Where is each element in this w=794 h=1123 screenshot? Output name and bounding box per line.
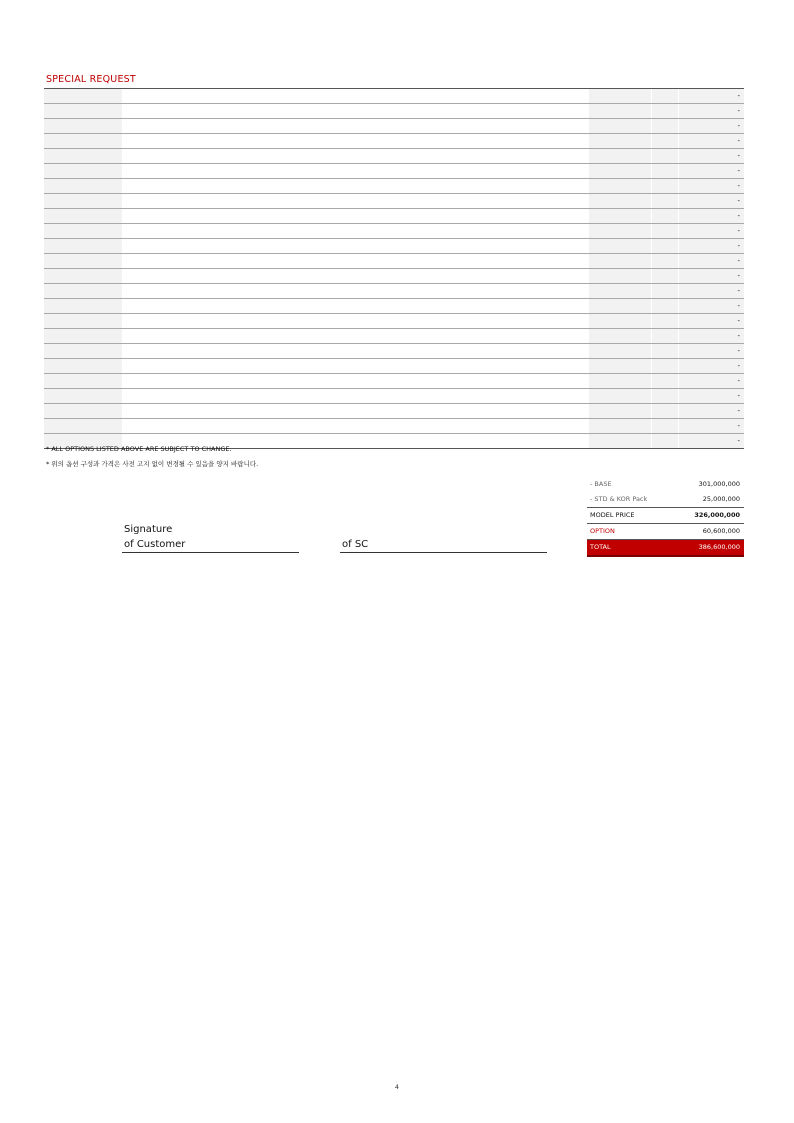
table-row [44, 389, 744, 404]
customer-signature-line[interactable] [122, 552, 299, 553]
unit-price-cell [588, 254, 651, 268]
qty-cell [651, 419, 678, 433]
page-number: 4 [394, 1083, 400, 1091]
total-row [587, 540, 744, 557]
special-request-table [44, 88, 744, 449]
description-cell [122, 149, 588, 163]
amount-cell: - [678, 344, 744, 358]
item-code-cell [44, 314, 122, 328]
of-sc-label: of SC [342, 539, 369, 550]
unit-price-cell [588, 374, 651, 388]
item-code-cell [44, 224, 122, 238]
pack-label: - STD & KOR Pack [590, 495, 648, 503]
description-cell [122, 344, 588, 358]
qty-cell [651, 374, 678, 388]
item-code-cell [44, 209, 122, 223]
base-row [587, 477, 744, 492]
description-cell [122, 254, 588, 268]
amount-cell: - [678, 134, 744, 148]
amount-cell: - [678, 359, 744, 373]
table-row [44, 359, 744, 374]
description-cell [122, 164, 588, 178]
amount-cell: - [678, 299, 744, 313]
base-label: - BASE [590, 480, 612, 488]
item-code-cell [44, 164, 122, 178]
note-korean: * 위의 옵션 구성과 가격은 사전 고지 없이 변경될 수 있음을 양지 바랍니다. [46, 460, 259, 468]
description-cell [122, 374, 588, 388]
table-row [44, 119, 744, 134]
table-row [44, 254, 744, 269]
qty-cell [651, 89, 678, 103]
amount-cell: - [678, 374, 744, 388]
amount-cell: - [678, 224, 744, 238]
description-cell [122, 104, 588, 118]
unit-price-cell [588, 404, 651, 418]
item-code-cell [44, 374, 122, 388]
description-cell [122, 419, 588, 433]
table-row [44, 104, 744, 119]
qty-cell [651, 104, 678, 118]
item-code-cell [44, 284, 122, 298]
item-code-cell [44, 239, 122, 253]
signature-label: Signature [124, 524, 173, 535]
qty-cell [651, 344, 678, 358]
item-code-cell [44, 104, 122, 118]
table-row [44, 269, 744, 284]
table-row [44, 164, 744, 179]
description-cell [122, 209, 588, 223]
unit-price-cell [588, 299, 651, 313]
of-customer-label: of Customer [124, 539, 186, 550]
unit-price-cell [588, 239, 651, 253]
description-cell [122, 224, 588, 238]
item-code-cell [44, 254, 122, 268]
amount-cell: - [678, 239, 744, 253]
qty-cell [651, 314, 678, 328]
description-cell [122, 284, 588, 298]
qty-cell [651, 134, 678, 148]
note-options-change: * ALL OPTIONS LISTED ABOVE ARE SUBJECT TO CHANGE. [46, 445, 232, 453]
item-code-cell [44, 359, 122, 373]
amount-cell: - [678, 329, 744, 343]
amount-cell: - [678, 404, 744, 418]
amount-cell: - [678, 119, 744, 133]
option-row [587, 524, 744, 540]
qty-cell [651, 404, 678, 418]
table-row [44, 284, 744, 299]
item-code-cell [44, 89, 122, 103]
price-summary [587, 477, 744, 557]
amount-cell: - [678, 89, 744, 103]
qty-cell [651, 329, 678, 343]
sc-signature-line[interactable] [340, 552, 547, 553]
unit-price-cell [588, 149, 651, 163]
unit-price-cell [588, 359, 651, 373]
item-code-cell [44, 119, 122, 133]
amount-cell: - [678, 209, 744, 223]
amount-cell: - [678, 434, 744, 448]
amount-cell: - [678, 179, 744, 193]
description-cell [122, 239, 588, 253]
description-cell [122, 89, 588, 103]
description-cell [122, 134, 588, 148]
model-price-row [587, 507, 744, 524]
pack-value: 25,000,000 [702, 495, 740, 503]
item-code-cell [44, 134, 122, 148]
amount-cell: - [678, 284, 744, 298]
table-row [44, 224, 744, 239]
model-price-value: 326,000,000 [694, 511, 740, 519]
amount-cell: - [678, 314, 744, 328]
unit-price-cell [588, 209, 651, 223]
table-row [44, 404, 744, 419]
item-code-cell [44, 329, 122, 343]
amount-cell: - [678, 389, 744, 403]
qty-cell [651, 269, 678, 283]
section-title: SPECIAL REQUEST [46, 74, 136, 85]
qty-cell [651, 209, 678, 223]
amount-cell: - [678, 269, 744, 283]
qty-cell [651, 119, 678, 133]
qty-cell [651, 224, 678, 238]
item-code-cell [44, 389, 122, 403]
unit-price-cell [588, 389, 651, 403]
unit-price-cell [588, 314, 651, 328]
unit-price-cell [588, 104, 651, 118]
table-row [44, 344, 744, 359]
unit-price-cell [588, 434, 651, 448]
unit-price-cell [588, 179, 651, 193]
item-code-cell [44, 404, 122, 418]
unit-price-cell [588, 419, 651, 433]
unit-price-cell [588, 164, 651, 178]
unit-price-cell [588, 284, 651, 298]
total-value: 386,600,000 [698, 543, 740, 551]
option-label: OPTION [590, 527, 615, 535]
item-code-cell [44, 344, 122, 358]
amount-cell: - [678, 254, 744, 268]
table-row [44, 374, 744, 389]
description-cell [122, 389, 588, 403]
qty-cell [651, 194, 678, 208]
description-cell [122, 359, 588, 373]
description-cell [122, 314, 588, 328]
description-cell [122, 329, 588, 343]
qty-cell [651, 239, 678, 253]
option-value: 60,600,000 [702, 527, 740, 535]
description-cell [122, 194, 588, 208]
qty-cell [651, 359, 678, 373]
description-cell [122, 404, 588, 418]
unit-price-cell [588, 134, 651, 148]
qty-cell [651, 254, 678, 268]
table-row [44, 134, 744, 149]
amount-cell: - [678, 164, 744, 178]
qty-cell [651, 179, 678, 193]
amount-cell: - [678, 419, 744, 433]
qty-cell [651, 299, 678, 313]
item-code-cell [44, 299, 122, 313]
table-row [44, 149, 744, 164]
description-cell [122, 179, 588, 193]
item-code-cell [44, 194, 122, 208]
table-row [44, 299, 744, 314]
unit-price-cell [588, 269, 651, 283]
description-cell [122, 119, 588, 133]
unit-price-cell [588, 344, 651, 358]
pack-row [587, 492, 744, 507]
base-value: 301,000,000 [698, 480, 740, 488]
unit-price-cell [588, 119, 651, 133]
table-row [44, 329, 744, 344]
amount-cell: - [678, 149, 744, 163]
table-row [44, 419, 744, 434]
table-row [44, 89, 744, 104]
unit-price-cell [588, 89, 651, 103]
table-row [44, 179, 744, 194]
qty-cell [651, 284, 678, 298]
item-code-cell [44, 149, 122, 163]
total-label: TOTAL [590, 543, 611, 551]
model-price-label: MODEL PRICE [590, 511, 635, 519]
description-cell [122, 299, 588, 313]
item-code-cell [44, 179, 122, 193]
table-row [44, 194, 744, 209]
table-row [44, 209, 744, 224]
qty-cell [651, 149, 678, 163]
table-row [44, 314, 744, 329]
unit-price-cell [588, 194, 651, 208]
unit-price-cell [588, 224, 651, 238]
table-row [44, 239, 744, 254]
qty-cell [651, 389, 678, 403]
amount-cell: - [678, 104, 744, 118]
unit-price-cell [588, 329, 651, 343]
description-cell [122, 269, 588, 283]
qty-cell [651, 164, 678, 178]
item-code-cell [44, 269, 122, 283]
qty-cell [651, 434, 678, 448]
amount-cell: - [678, 194, 744, 208]
item-code-cell [44, 419, 122, 433]
